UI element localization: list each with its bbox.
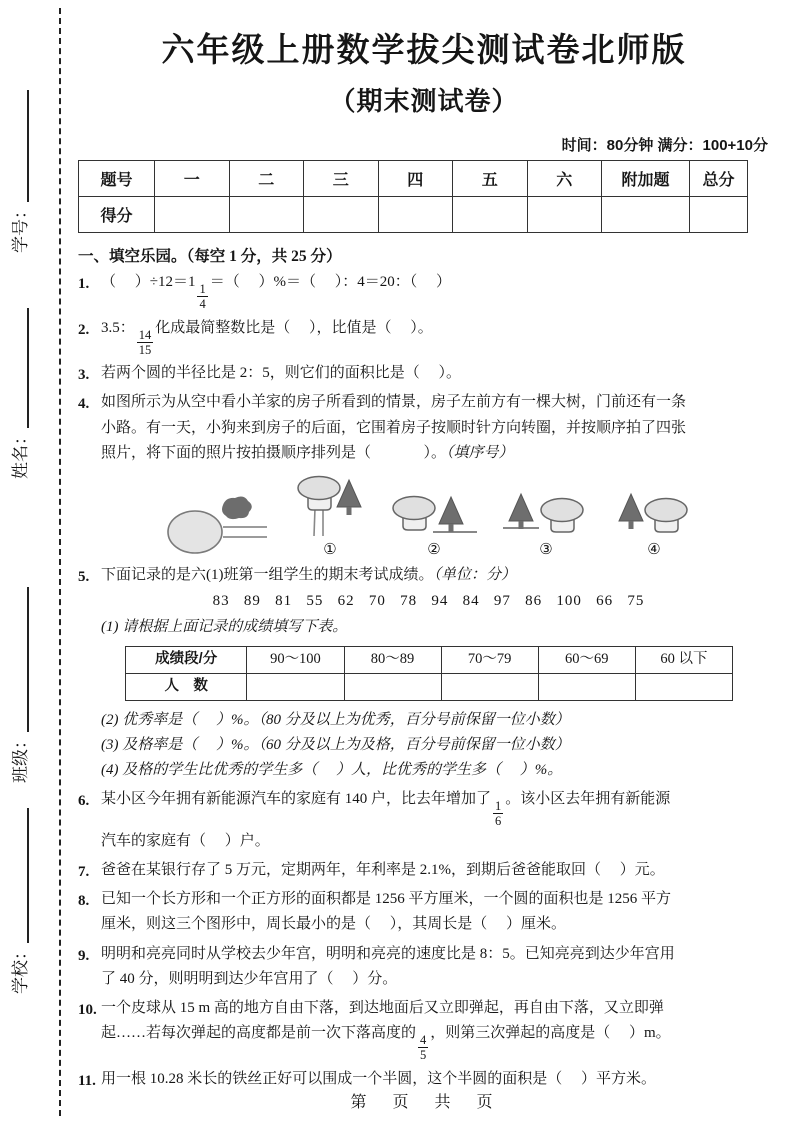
question-number: 5. <box>78 569 90 585</box>
fraction <box>493 799 503 829</box>
table-cell: 四 <box>378 161 453 197</box>
fraction-numerator: 4 <box>420 1032 427 1047</box>
score-list: 83 89 81 55 62 70 78 94 84 97 86 100 66 75 <box>212 593 645 610</box>
text-segment: 化成最简整数比是（ ），比值是（ ）。 <box>155 319 433 336</box>
text-segment: 3.5： <box>101 319 135 336</box>
house-road-left-icon <box>503 490 589 540</box>
stats-table <box>125 646 733 701</box>
table-cell <box>538 673 635 700</box>
figure-photo-2 <box>391 490 477 559</box>
figure-label: ② <box>427 542 441 558</box>
text-segment: 若两个圆的半径比是 2：5，则它们的面积比是（ ）。 <box>101 365 462 382</box>
figure-photo-1 <box>295 474 365 559</box>
text-segment: 已知一个长方形和一个正方形的面积都是 1256 平方厘米，一个圆的面积也是 1256 平方 <box>101 891 672 908</box>
table-row <box>79 197 748 233</box>
table-cell: 附加题 <box>602 161 690 197</box>
question-number: 2. <box>78 321 90 338</box>
page-title: 六年级上册数学拔尖测试卷北师版 <box>161 31 687 68</box>
sidebar-field-label: 班级： <box>11 732 30 783</box>
sidebar-field-blank <box>25 308 29 428</box>
section-heading: 一、填空乐园。（每空 1 分，共 25 分） <box>78 248 342 265</box>
text-segment: 爸爸在某银行存了 5 万元，定期两年，年利率是 2.1%，到期后爸爸能取回（ ）元。 <box>101 861 665 878</box>
text-segment: （填序号） <box>446 444 514 461</box>
table-cell: 六 <box>527 161 602 197</box>
table-cell: 得分 <box>79 197 155 233</box>
table-cell: 题号 <box>79 161 155 197</box>
table-row <box>126 646 733 673</box>
table-cell <box>155 197 230 233</box>
table-cell: 二 <box>229 161 304 197</box>
fraction-denominator: 4 <box>199 297 206 312</box>
text-segment: 。该小区去年拥有新能源 <box>505 791 671 808</box>
fraction-denominator: 6 <box>495 814 502 829</box>
text-segment: ＝（ ）%＝（ ）：4＝20：（ ） <box>209 274 451 290</box>
table-cell <box>602 197 690 233</box>
table-cell <box>304 197 379 233</box>
exam-meta: 时间：80分钟 满分：100+10分 <box>561 137 768 154</box>
sidebar-strip <box>12 64 29 994</box>
text-segment: （单位：分） <box>433 567 517 583</box>
table-cell: 成绩段/分 <box>126 646 247 673</box>
question-number: 9. <box>78 947 90 964</box>
sub-question: (2) 优秀率是（ ）%。（80 分及以上为优秀，百分号前保留一位小数） <box>101 711 570 728</box>
fraction <box>418 1033 428 1063</box>
figure-photo-3 <box>503 490 589 559</box>
text-segment: 汽车的家庭有（ ）户。 <box>101 832 270 849</box>
question-line <box>101 942 770 967</box>
sub-question: (3) 及格率是（ ）%。（60 分及以上为及格，百分号前保留一位小数） <box>101 736 570 753</box>
sidebar-field-blank <box>25 808 29 943</box>
question-6 <box>78 787 770 854</box>
table-cell: 80～89 <box>344 646 441 673</box>
question-7 <box>78 858 770 883</box>
fraction-numerator: 14 <box>138 327 152 342</box>
question-4-figures <box>153 474 693 559</box>
question-line <box>101 858 770 883</box>
table-cell: 五 <box>453 161 528 197</box>
table-row <box>79 161 748 197</box>
table-cell <box>527 197 602 233</box>
table-cell <box>635 673 732 700</box>
question-line <box>101 996 770 1021</box>
sidebar-field-1 <box>12 308 29 479</box>
fraction-numerator: 1 <box>199 281 206 296</box>
question-line <box>101 829 770 854</box>
text-segment: ，则第三次弹起的高度是（ ）m。 <box>430 1025 671 1042</box>
sidebar-field-2 <box>12 587 29 783</box>
house-road-right-icon <box>391 490 477 540</box>
question-line <box>101 390 770 415</box>
sealing-dashed-line <box>59 8 61 1116</box>
text-segment: 如图所示为从空中看小羊家的房子所看到的情景，房子左前方有一棵大树，门前还有一条 <box>101 394 687 411</box>
table-cell: 60 以下 <box>635 646 732 673</box>
sidebar-field-blank <box>25 587 29 732</box>
fraction-denominator: 15 <box>138 342 152 357</box>
question-line <box>101 887 770 912</box>
table-cell <box>378 197 453 233</box>
table-cell: 70～79 <box>441 646 538 673</box>
sidebar-field-label: 学号： <box>11 202 30 253</box>
question-line <box>101 270 770 312</box>
table-row <box>126 673 733 700</box>
figure-photo-4 <box>615 490 693 559</box>
question-number: 4. <box>78 396 90 413</box>
sidebar-field-0 <box>12 90 29 253</box>
fraction <box>137 328 154 358</box>
text-segment: 用一根 10.28 米长的铁丝正好可以围成一个半圆，这个半圆的面积是（ ）平方米。 <box>101 1070 657 1087</box>
question-4 <box>78 390 770 559</box>
question-number: 1. <box>78 276 90 292</box>
sidebar-field-blank <box>25 90 29 202</box>
table-cell <box>441 673 538 700</box>
text-segment: 明明和亮亮同时从学校去少年宫，明明和亮亮的速度比是 8：5。已知亮亮到达少年宫用 <box>101 945 675 962</box>
house-road-down-icon <box>295 474 365 540</box>
fraction-denominator: 5 <box>420 1048 427 1063</box>
question-line <box>101 1021 770 1063</box>
table-cell: 人 数 <box>126 673 247 700</box>
question-1 <box>78 270 770 312</box>
sidebar-field-label: 学校： <box>11 943 30 994</box>
question-number: 8. <box>78 893 90 910</box>
figure-label: ① <box>323 542 337 558</box>
question-number: 6. <box>78 793 90 810</box>
question-line <box>101 441 770 466</box>
table-cell: 一 <box>155 161 230 197</box>
figure-aerial-view <box>153 488 269 559</box>
text-segment: （ ）÷12＝1 <box>101 274 196 290</box>
question-number: 3. <box>78 367 90 384</box>
question-9 <box>78 942 770 992</box>
question-2 <box>78 316 770 358</box>
table-cell <box>247 673 344 700</box>
table-cell <box>229 197 304 233</box>
score-table <box>78 160 748 233</box>
question-3 <box>78 361 770 386</box>
table-cell <box>453 197 528 233</box>
question-line <box>101 787 770 829</box>
fraction <box>197 282 207 312</box>
table-cell: 三 <box>304 161 379 197</box>
text-segment: 厘米，则这三个图形中，周长最小的是（ ），其周长是（ ）厘米。 <box>101 916 567 933</box>
table-cell: 90～100 <box>247 646 344 673</box>
text-segment: 一个皮球从 15 m 高的地方自由下落，到达地面后又立即弹起，再自由下落，又立即弹 <box>101 999 664 1016</box>
sub-question-intro: (1) 请根据上面记录的成绩填写下表。 <box>101 619 348 636</box>
question-line <box>101 316 770 358</box>
question-line <box>101 416 770 441</box>
sidebar-field-3 <box>12 808 29 994</box>
sub-question: (4) 及格的学生比优秀的学生多（ ）人，比优秀的学生多（ ）%。 <box>101 761 563 778</box>
test-paper-page <box>78 0 770 1122</box>
fraction-numerator: 1 <box>495 799 502 813</box>
questions-list <box>78 270 770 1092</box>
aerial-house-icon <box>153 488 269 558</box>
table-cell: 总分 <box>690 161 748 197</box>
question-5 <box>78 563 770 783</box>
question-number: 10. <box>78 1001 97 1018</box>
text-segment: 起……若每次弹起的高度都是前一次下落高度的 <box>101 1025 417 1042</box>
question-number: 7. <box>78 863 90 880</box>
table-cell <box>690 197 748 233</box>
text-segment: 某小区今年拥有新能源汽车的家庭有 140 户，比去年增加了 <box>101 791 492 808</box>
question-line <box>101 912 770 937</box>
question-line <box>101 967 770 992</box>
page-footer: 第 页 共 页 <box>350 1094 498 1111</box>
question-number: 11. <box>78 1072 96 1089</box>
text-segment: 了 40 分，则明明到达少年宫用了（ ）分。 <box>101 970 398 987</box>
figure-label: ④ <box>647 542 661 558</box>
figure-label: ③ <box>539 542 553 558</box>
question-line <box>101 361 770 386</box>
text-segment: 小路。有一天，小狗来到房子的后面，它围着房子按顺时针方向转圈，并按顺序拍了四张 <box>101 419 687 436</box>
sidebar-field-label: 姓名： <box>11 428 30 479</box>
question-8 <box>78 887 770 937</box>
house-no-road-icon <box>615 490 693 540</box>
question-10 <box>78 996 770 1063</box>
table-cell <box>344 673 441 700</box>
text-segment: 照片，将下面的照片按拍摄顺序排列是（ ）。 <box>101 444 447 461</box>
question-line <box>101 563 770 588</box>
page-subtitle: （期末测试卷） <box>329 86 519 116</box>
table-cell: 60～69 <box>538 646 635 673</box>
text-segment: 下面记录的是六(1)班第一组学生的期末考试成绩。 <box>101 567 434 583</box>
